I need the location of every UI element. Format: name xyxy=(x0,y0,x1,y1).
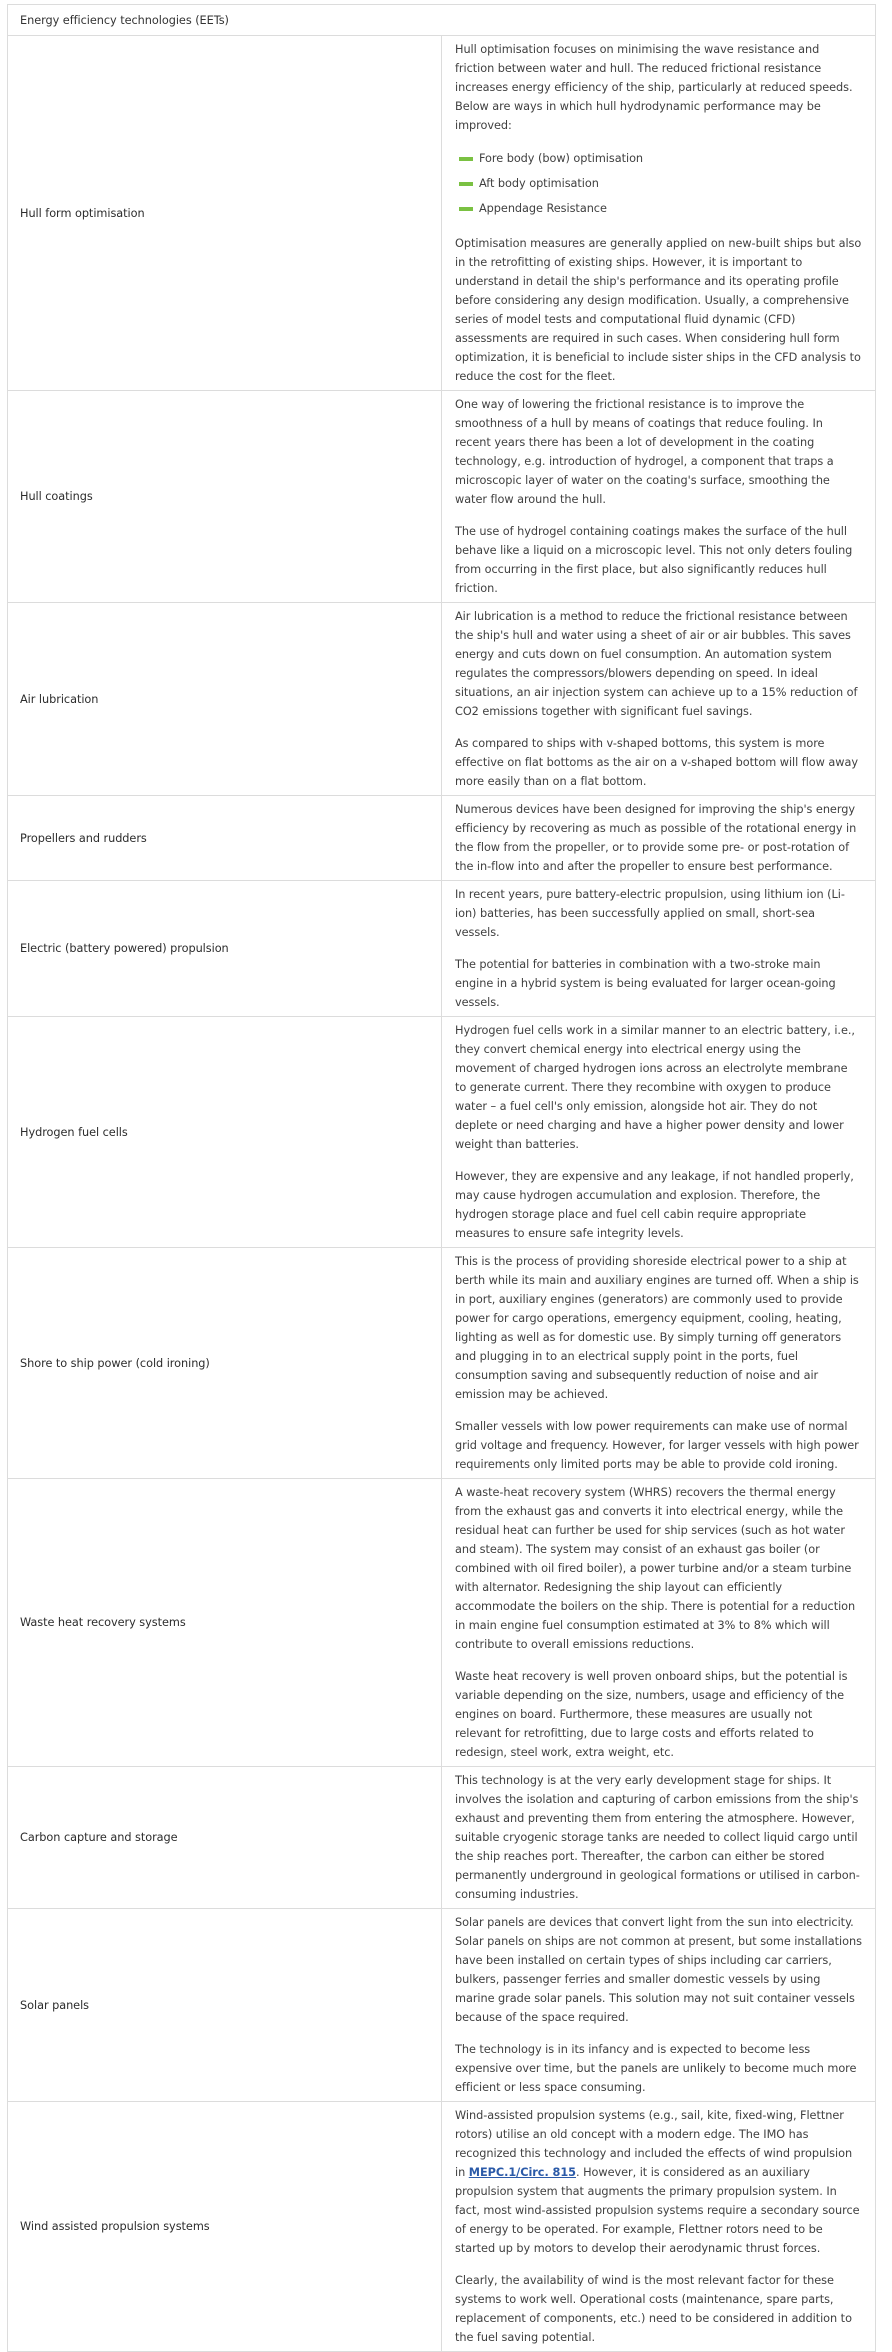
list-item xyxy=(455,196,862,221)
technology-description xyxy=(442,1767,876,1909)
list-item xyxy=(455,171,862,196)
description-paragraph: Smaller vessels with low power requirements can make use of normal grid voltage and frequency. However, for larger vessels with high power requirements only limited ports may be able to provide cold ironing. xyxy=(455,1420,859,1471)
eet-table xyxy=(7,4,876,2352)
technology-description xyxy=(442,1017,876,1248)
dash-bullet-icon xyxy=(459,182,473,186)
description-paragraph: The use of hydrogel containing coatings makes the surface of the hull behave like a liquid on a microscopic level. This not only deters fouling from occurring in the first place, but also significantly reduces hull friction. xyxy=(455,525,853,595)
description-paragraph: This technology is at the very early development stage for ships. It involves the isolation and capturing of carbon emissions from the ship's exhaust and preventing them from entering the atmosphere. However, suitable cryogenic storage tanks are needed to collect liquid cargo until the ship reaches port. Thereafter, the carbon can either be stored permanently underground in geological formations or utilised in carbon-consuming industries. xyxy=(455,1774,860,1901)
bullet-list xyxy=(455,146,862,221)
technology-description xyxy=(442,796,876,881)
description-paragraph: The potential for batteries in combination with a two-stroke main engine in a hybrid system is being evaluated for larger ocean-going vessels. xyxy=(455,958,836,1009)
bullet-text: Appendage Resistance xyxy=(479,202,607,215)
table-row xyxy=(8,881,876,1017)
description-paragraph: A waste-heat recovery system (WHRS) recovers the thermal energy from the exhaust gas and converts it into electrical energy, while the residual heat can further be used for ship services (such as hot water and steam). The system may consist of an exhaust gas boiler (or combined with oil fired boiler), a power turbine and/or a steam turbine with alternator. Redesigning the ship layout can efficiently accommodate the boilers on the ship. There is potential for a reduction in main engine fuel consumption estimated at 3% to 8% which will contribute to overall emissions reductions. xyxy=(455,1486,856,1651)
bullet-text: Fore body (bow) optimisation xyxy=(479,152,644,165)
table-row xyxy=(8,36,876,391)
eet-table-container xyxy=(7,4,876,2352)
technology-name: Hull coatings xyxy=(8,391,442,603)
paragraph-text: Wind-assisted propulsion systems (e.g., sail, kite, fixed-wing, Flettner rotors) utilise an old concept with a modern edge. The IMO has recognized this technology and included the effects of wind propulsion in xyxy=(455,2109,853,2179)
description-paragraph: One way of lowering the frictional resistance is to improve the smoothness of a hull by means of coatings that reduce fouling. In recent years there has been a lot of development in the coating technology, e.g. introduction of hydrogel, a component that traps a microscopic layer of water on the coating's surface, smoothing the water flow around the hull. xyxy=(455,398,834,506)
table-row xyxy=(8,2102,876,2352)
technology-description xyxy=(442,1248,876,1479)
technology-description xyxy=(442,603,876,796)
table-header-row xyxy=(8,5,876,36)
technology-description xyxy=(442,881,876,1017)
technology-description xyxy=(442,2102,876,2352)
table-row xyxy=(8,796,876,881)
technology-description xyxy=(442,1479,876,1767)
description-paragraph: The technology is in its infancy and is expected to become less expensive over time, but the panels are unlikely to become much more efficient or less space consuming. xyxy=(455,2043,857,2094)
table-row xyxy=(8,391,876,603)
technology-name: Solar panels xyxy=(8,1909,442,2102)
description-paragraph: Solar panels are devices that convert light from the sun into electricity. Solar panels on ships are not common at present, but some installations have been installed on certain types of ships including car carriers, bulkers, passenger ferries and smaller domestic vessels by using marine grade solar panels. This solution may not suit container vessels because of the space required. xyxy=(455,1916,862,2024)
description-paragraph: Clearly, the availability of wind is the most relevant factor for these systems to work well. Operational costs (maintenance, spare parts, replacement of components, etc.) need to be considered in addition to the fuel saving potential. xyxy=(455,2274,852,2344)
description-paragraph: Hull optimisation focuses on minimising the wave resistance and friction between water and hull. The reduced frictional resistance increases energy efficiency of the ship, particularly at reduced speeds. Below are ways in which hull hydrodynamic performance may be improved: xyxy=(455,43,853,132)
technology-name: Carbon capture and storage xyxy=(8,1767,442,1909)
mepc-circular-link[interactable]: MEPC.1/Circ. 815 xyxy=(468,2166,576,2179)
description-paragraph: Air lubrication is a method to reduce the frictional resistance between the ship's hull and water using a sheet of air or air bubbles. This saves energy and cuts down on fuel consumption. An automation system regulates the compressors/blowers depending on speed. In ideal situations, an air injection system can achieve up to a 15% reduction of CO2 emissions together with significant fuel savings. xyxy=(455,610,858,718)
table-row xyxy=(8,1479,876,1767)
description-paragraph: Waste heat recovery is well proven onboard ships, but the potential is variable depending on the size, numbers, usage and efficiency of the engines on board. Furthermore, these measures are usually not relevant for retrofitting, due to large costs and efforts related to redesign, steel work, extra weight, etc. xyxy=(455,1670,848,1759)
dash-bullet-icon xyxy=(459,207,473,211)
technology-description xyxy=(442,391,876,603)
technology-name: Electric (battery powered) propulsion xyxy=(8,881,442,1017)
list-item xyxy=(455,146,862,171)
technology-name: Hydrogen fuel cells xyxy=(8,1017,442,1248)
description-paragraph: Numerous devices have been designed for improving the ship's energy efficiency by recovering as much as possible of the rotational energy in the flow from the propeller, or to provide some pre- or post-rotation of the in-flow into and after the propeller to ensure best performance. xyxy=(455,803,857,873)
table-row xyxy=(8,1017,876,1248)
table-row xyxy=(8,1909,876,2102)
technology-name: Waste heat recovery systems xyxy=(8,1479,442,1767)
technology-name: Wind assisted propulsion systems xyxy=(8,2102,442,2352)
description-paragraph xyxy=(455,2106,862,2258)
description-paragraph: This is the process of providing shoreside electrical power to a ship at berth while its main and auxiliary engines are turned off. When a ship is in port, auxiliary engines (generators) are commonly used to provide power for cargo operations, emergency equipment, cooling, heating, lighting as well as for domestic use. By simply turning off generators and plugging in to an electrical supply point in the ports, fuel consumption saving and subsequently reduction of noise and air emission may be achieved. xyxy=(455,1255,859,1401)
technology-name: Hull form optimisation xyxy=(8,36,442,391)
technology-name: Air lubrication xyxy=(8,603,442,796)
technology-name: Shore to ship power (cold ironing) xyxy=(8,1248,442,1479)
technology-description xyxy=(442,36,876,391)
table-heading: Energy efficiency technologies (EETs) xyxy=(8,5,876,36)
technology-description xyxy=(442,1909,876,2102)
technology-name: Propellers and rudders xyxy=(8,796,442,881)
paragraph-text: . However, it is considered as an auxiliary propulsion system that augments the primary propulsion system. In fact, most wind-assisted propulsion systems require a secondary source of energy to be operated. For example, Flettner rotors need to be started up by motors to develop their aerodynamic thrust forces. xyxy=(455,2166,860,2255)
bullet-text: Aft body optimisation xyxy=(479,177,599,190)
description-paragraph: Hydrogen fuel cells work in a similar manner to an electric battery, i.e., they convert chemical energy into electrical energy using the movement of charged hydrogen ions across an electrolyte membrane to generate current. There they recombine with oxygen to produce water – a fuel cell's only emission, alongside hot air. They do not deplete or need charging and have a higher power density and lower weight than batteries. xyxy=(455,1024,855,1151)
description-paragraph: Optimisation measures are generally applied on new-built ships but also in the retrofitting of existing ships. However, it is important to understand in detail the ship's performance and its operating profile before considering any design modification. Usually, a comprehensive series of model tests and computational fluid dynamic (CFD) assessments are required in such cases. When considering hull form optimization, it is beneficial to include sister ships in the CFD analysis to reduce the cost for the fleet. xyxy=(455,237,862,383)
description-paragraph: As compared to ships with v-shaped bottoms, this system is more effective on flat bottoms as the air on a v-shaped bottom will flow away more easily than on a flat bottom. xyxy=(455,737,858,788)
table-row xyxy=(8,1767,876,1909)
description-paragraph: However, they are expensive and any leakage, if not handled properly, may cause hydrogen accumulation and explosion. Therefore, the hydrogen storage place and fuel cell cabin require appropriate measures to ensure safe integrity levels. xyxy=(455,1170,854,1240)
table-row xyxy=(8,1248,876,1479)
description-paragraph: In recent years, pure battery-electric propulsion, using lithium ion (Li-ion) batteries, has been successfully applied on small, short-sea vessels. xyxy=(455,888,845,939)
dash-bullet-icon xyxy=(459,157,473,161)
table-row xyxy=(8,603,876,796)
